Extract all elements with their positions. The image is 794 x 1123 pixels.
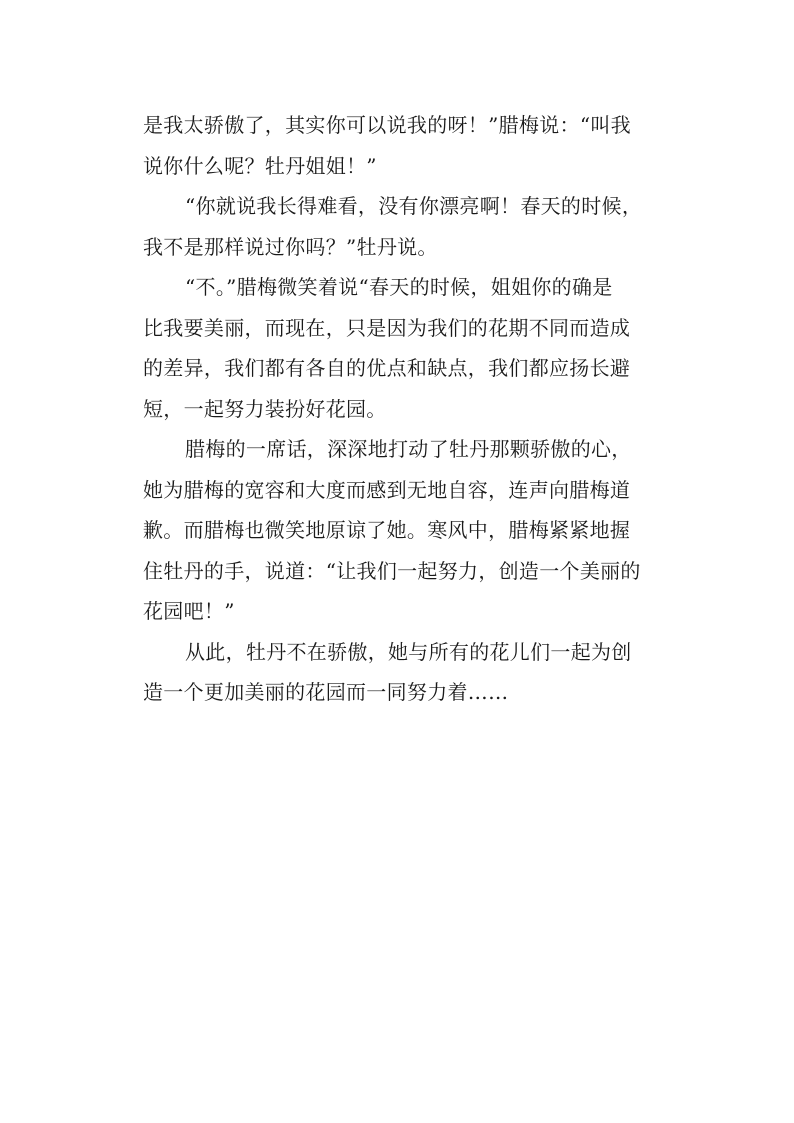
text-line: 腊梅的一席话，深深地打动了牡丹那颗骄傲的心， (185, 437, 632, 461)
text-line: 我不是那样说过你吗？”牡丹说。 (143, 234, 438, 259)
text-line: 花园吧！” (143, 599, 235, 623)
text-line: 短，一起努力装扮好花园。 (143, 396, 387, 421)
text-line: 歉。而腊梅也微笑地原谅了她。寒风中，腊梅紧紧地握 (143, 518, 631, 542)
text-line: 是我太骄傲了，其实你可以说我的呀！”腊梅说：“叫我 (143, 113, 631, 137)
text-line: “你就说我长得难看，没有你漂亮啊！春天的时候， (185, 194, 643, 218)
story-text (143, 105, 665, 713)
text-line: 的差异，我们都有各自的优点和缺点，我们都应扬长避 (143, 356, 631, 380)
text-line: 住牡丹的手，说道：“让我们一起努力，创造一个美丽的 (143, 558, 641, 583)
text-line: “不。”腊梅微笑着说“春天的时候，姐姐你的确是 (185, 275, 613, 299)
text-line: 造一个更加美丽的花园而一同努力着…… (143, 680, 509, 704)
text-line: 说你什么呢？牡丹姐姐！” (143, 153, 377, 178)
text-line: 比我要美丽，而现在，只是因为我们的花期不同而造成 (143, 315, 631, 340)
text-line: 她为腊梅的宽容和大度而感到无地自容，连声向腊梅道 (143, 477, 631, 502)
text-line: 从此，牡丹不在骄傲，她与所有的花儿们一起为创 (185, 639, 632, 664)
